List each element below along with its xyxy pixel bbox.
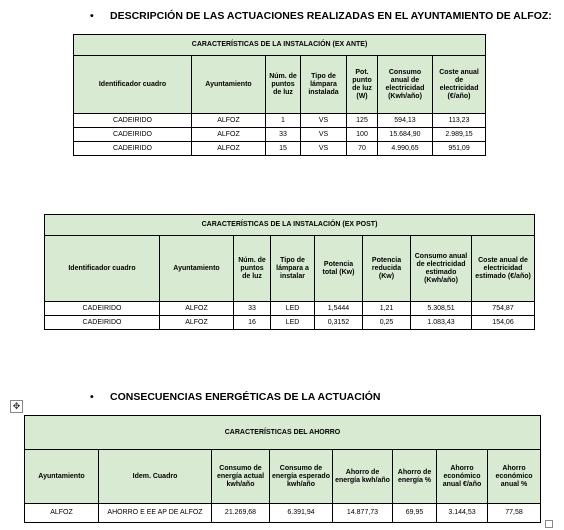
cell: 15.684,90 xyxy=(378,128,433,142)
col-header: Ahorro de energía % xyxy=(393,450,437,504)
cell: 33 xyxy=(234,302,271,316)
table-resize-handle[interactable] xyxy=(545,520,553,528)
col-header: Consumo anual de electricidad estimado (Kwh/año) xyxy=(411,236,472,302)
col-header: Ayuntamiento xyxy=(25,450,99,504)
cell: ALFOZ xyxy=(160,302,234,316)
cell: 100 xyxy=(347,128,378,142)
cell: VS xyxy=(301,142,347,156)
cell: ALFOZ xyxy=(160,316,234,330)
cell: 1.083,43 xyxy=(411,316,472,330)
cell: VS xyxy=(301,114,347,128)
cell: VS xyxy=(301,128,347,142)
cell: 0,25 xyxy=(363,316,411,330)
cell: 77,58 xyxy=(488,504,541,523)
cell: ALFOZ xyxy=(192,114,266,128)
col-header: Coste anual de electricidad (€/año) xyxy=(433,56,486,114)
col-header: Potencia reducida (Kw) xyxy=(363,236,411,302)
cell: 2.989,15 xyxy=(433,128,486,142)
col-header: Ahorro económico anual €/año xyxy=(437,450,488,504)
section-heading-consecuencias xyxy=(90,391,381,403)
table-row xyxy=(25,504,541,523)
cell: 0,3152 xyxy=(315,316,363,330)
col-header: Coste anual de electricidad estimado (€/año) xyxy=(472,236,535,302)
cell: 15 xyxy=(266,142,301,156)
cell: LED xyxy=(271,316,315,330)
cell: 14.877,73 xyxy=(333,504,393,523)
heading-text: CONSECUENCIAS ENERGÉTICAS DE LA ACTUACIÓN xyxy=(110,391,381,403)
cell: 16 xyxy=(234,316,271,330)
cell: 4.990,65 xyxy=(378,142,433,156)
cell: 21.269,68 xyxy=(212,504,270,523)
cell: 754,87 xyxy=(472,302,535,316)
cell: 70 xyxy=(347,142,378,156)
cell: CADEIRIDO xyxy=(74,142,192,156)
col-header: Consumo de energía actual kwh/año xyxy=(212,450,270,504)
col-header: Ahorro de energía kwh/año xyxy=(333,450,393,504)
cell: AHORRO E EE AP DE ALFOZ xyxy=(99,504,212,523)
table-ahorro xyxy=(24,415,541,523)
cell: 1,5444 xyxy=(315,302,363,316)
table-row xyxy=(74,142,486,156)
cell: 5.308,51 xyxy=(411,302,472,316)
col-header: Ayuntamiento xyxy=(160,236,234,302)
col-header: Identificador cuadro xyxy=(74,56,192,114)
cell: 1 xyxy=(266,114,301,128)
col-header: Ayuntamiento xyxy=(192,56,266,114)
table-move-handle-icon[interactable]: ✥ xyxy=(10,400,23,413)
cell: CADEIRIDO xyxy=(74,114,192,128)
cell: CADEIRIDO xyxy=(45,302,160,316)
table-ex-post xyxy=(44,214,535,330)
cell: CADEIRIDO xyxy=(45,316,160,330)
cell: CADEIRIDO xyxy=(74,128,192,142)
table-row xyxy=(45,302,535,316)
cell: ALFOZ xyxy=(192,128,266,142)
col-header: Núm. de puntos de luz xyxy=(266,56,301,114)
col-header: Potencia total (Kw) xyxy=(315,236,363,302)
table-row xyxy=(74,114,486,128)
bullet: • xyxy=(90,10,94,22)
cell: 6.391,94 xyxy=(270,504,333,523)
cell: 33 xyxy=(266,128,301,142)
cell: 1,21 xyxy=(363,302,411,316)
cell: LED xyxy=(271,302,315,316)
cell: 154,06 xyxy=(472,316,535,330)
table-ex-ante xyxy=(73,34,486,156)
cell: ALFOZ xyxy=(192,142,266,156)
cell: 594,13 xyxy=(378,114,433,128)
cell: 3.144,53 xyxy=(437,504,488,523)
cell: 69,95 xyxy=(393,504,437,523)
table-title: CARACTERÍSTICAS DE LA INSTALACIÓN (EX ANTE) xyxy=(74,35,486,56)
heading-text: DESCRIPCIÓN DE LAS ACTUACIONES REALIZADAS EN EL AYUNTAMIENTO DE ALFOZ: xyxy=(110,10,552,22)
table-title: CARACTERÍSTICAS DEL AHORRO xyxy=(25,416,541,450)
col-header: Tipo de lámpara a instalar xyxy=(271,236,315,302)
cell: ALFOZ xyxy=(25,504,99,523)
col-header: Identificador cuadro xyxy=(45,236,160,302)
table-row xyxy=(45,316,535,330)
col-header: Idem. Cuadro xyxy=(99,450,212,504)
col-header: Ahorro económico anual % xyxy=(488,450,541,504)
cell: 113,23 xyxy=(433,114,486,128)
col-header: Núm. de puntos de luz xyxy=(234,236,271,302)
col-header: Consumo anual de electricidad (Kwh/año) xyxy=(378,56,433,114)
col-header: Pot. punto de luz (W) xyxy=(347,56,378,114)
table-title: CARACTERÍSTICAS DE LA INSTALACIÓN (EX POST) xyxy=(45,215,535,236)
table-row xyxy=(74,128,486,142)
col-header: Tipo de lámpara instalada xyxy=(301,56,347,114)
cell: 125 xyxy=(347,114,378,128)
bullet: • xyxy=(90,391,94,403)
col-header: Consumo de energía esperado kwh/año xyxy=(270,450,333,504)
section-heading-actuaciones xyxy=(90,10,552,22)
cell: 951,09 xyxy=(433,142,486,156)
